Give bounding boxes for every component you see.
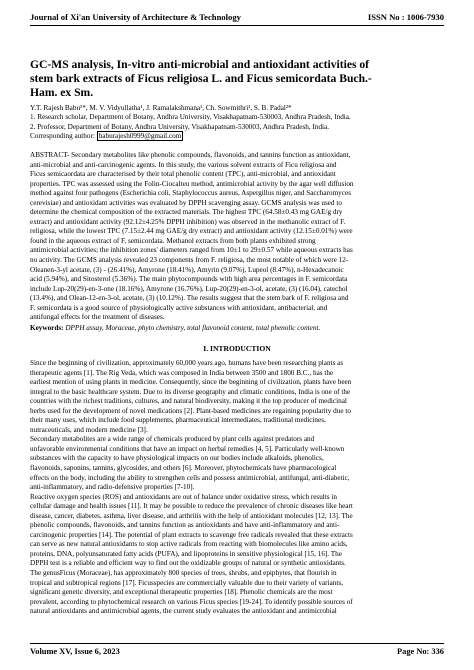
abstract-line: Ficus semicaordata are characterised by their total phenolic content (TPC), anti-microbial, and antioxidant xyxy=(30,170,336,179)
abstract-line: (13.4%), and Olean-12-en-3-ol, acetate, (3) (10.12%). The results suggest that the stem bark of F. religiosa and xyxy=(30,294,349,303)
keywords-label: Keywords: xyxy=(30,324,64,332)
intro-line: their many uses, which include food supplements, pharmaceutical intermediates, traditional medicines, xyxy=(30,416,326,425)
paper-page xyxy=(30,0,444,670)
intro-line: unfavorable environmental conditions that have an impact on herbal remedies [4, 5]. Particularly well-known xyxy=(30,444,345,453)
issn-number: ISSN No : 1006-7930 xyxy=(367,12,444,22)
corresponding-label: Corresponding author: xyxy=(30,132,95,141)
intro-line: countries with the richest traditions, cultures, and natural biodiversity, making it the top producer of medicinal xyxy=(30,397,347,406)
keywords-list: DPPH assay, Moraceae, phyto chemistry, total flavonoid content, total phenolic content. xyxy=(65,324,321,332)
running-header xyxy=(30,12,444,23)
intro-line: The genusFicus (Moraceae), has approximately 800 species of trees, shrubs, and epiphytes, that flourish in xyxy=(30,569,337,578)
paper-title xyxy=(30,58,444,100)
volume-issue: Volume XV, Issue 6, 2023 xyxy=(30,647,120,656)
introduction-body xyxy=(30,359,444,617)
intro-line: Reactive oxygen species (ROS) and antioxidants are out of balance under oxidative stress, which results in xyxy=(30,492,337,501)
abstract-line: determine the chemical composition of the extracted materials. The highest TPC (64.58±0.43 mg GAE/g dry xyxy=(30,208,343,217)
author-block xyxy=(30,104,444,142)
intro-line: effects on the body, including the ability to strengthen cells and possess antimicrobial, antifungal, anti-diabetic, xyxy=(30,473,350,482)
journal-name: Journal of Xi'an University of Architecture & Technology xyxy=(30,12,241,22)
running-footer xyxy=(30,647,444,658)
intro-line: Since the beginning of civilization, approximately 60,000 years ago, humans have been researching plants as xyxy=(30,359,344,367)
abstract-line: include Lup-20(29)-en-3-one (18.16%), Amyrone (16.76%), Lup-20(29)-en-3-ol, acetate, (3) (16.04), catechol xyxy=(30,284,348,293)
title-line: Ham. ex Sm. xyxy=(30,86,94,99)
page-number: Page No: 336 xyxy=(397,647,444,656)
corresponding-author xyxy=(30,132,444,141)
intro-line: proteins, DNA, polyunsaturated fatty acids (PUFA), and lipoproteins in sensitive physiological [15, 16]. The xyxy=(30,549,342,558)
abstract-line: method against four pathogens (Escherichia coli, Staphylococcus aureus, Aspergillus niger, and Saccharomyces xyxy=(30,189,351,198)
intro-line: substances with the capacity to have physiological impacts on our bodies include alkaloids, phenolics, xyxy=(30,454,324,463)
abstract-line: extract) and antioxidant activity (92.12±4.25% DPPH inhibition) was observed in the methanolic extract of F. xyxy=(30,217,346,226)
intro-line: natural antioxidants and antimicrobial agents, the current study evaluates the antioxidant and antimicrobial xyxy=(30,607,337,616)
section-heading: I. INTRODUCTION xyxy=(203,344,271,353)
abstract-line: religiosa, while the lowest TPC (7.15±2.44 mg GAE/g dry extract) and antioxidant activity (12.15±0.01%) were xyxy=(30,227,353,236)
intro-line: can serve as new natural antioxidants to stop active radicals from reacting with biomolecules like amino acids, xyxy=(30,540,348,549)
abstract-line: antimicrobial activities; the inhibition zones' diameters ranged from 10±1 to 29±0.57 while aqueous extracts has xyxy=(30,246,353,255)
author-list: Y.T. Rajesh Babu¹*, M. V. Vidyullatha¹, J. Ramalakshmana¹, Ch. Sowmithri¹, S. B. Padal²* xyxy=(30,104,292,112)
abstract xyxy=(30,151,444,323)
abstract-line: Oleanen-3-yl acetate, (3) - (26.41%), Amyrone (18.41%), Amyrin (9.07%), Lupeol (8.47%), n-Hexadecanoic xyxy=(30,265,344,274)
keywords xyxy=(30,324,444,332)
abstract-line: F. semicordata is a good source of physiologically active substances with antioxidant, antibacterial, and xyxy=(30,303,328,312)
intro-line: disease, cancer, diabetes, asthma, liver disease, and arthritis with the help of antioxidant molecules [12, 13]. The xyxy=(30,511,353,520)
footer-rule xyxy=(30,643,444,644)
intro-line: cellular damage and health issues [11]. It may be possible to reduce the prevalence of chronic diseases like heart xyxy=(30,502,353,511)
abstract-line: antifungal effects for the treatment of diseases. xyxy=(30,313,165,322)
title-line: GC-MS analysis, In-vitro anti-microbial and antioxidant activities of xyxy=(30,58,370,71)
title-line: stem bark extracts of Ficus religiosa L. and Ficus semicordata Buch.- xyxy=(30,72,372,85)
abstract-line: properties. TPC was assessed using the Folin-Ciocalteu method, antimicrobial activity by the agar well diffusion xyxy=(30,179,354,188)
intro-line: integral to the basic healthcare system. Due to its diverse geography and climatic conditions, India is one of the xyxy=(30,387,351,396)
intro-line: Secondary metabolites are a wide range of chemicals produced by plant cells against predators and xyxy=(30,435,315,444)
header-rule xyxy=(30,25,444,26)
abstract-line: acid (5.94%), and Sitosterol (5.36%). The main phytocompounds with high area percentages in F. semicordata xyxy=(30,275,348,284)
affiliation: 2. Professor, Department of Botany, Andhra University, Visakhapatnam-530003, Andhra Pradesh, India. xyxy=(30,122,330,131)
abstract-line: cerevisiae) and antioxidant activities was evaluated by DPPH scavenging assay. GCMS analysis was used to xyxy=(30,198,342,207)
intro-line: DPPH test is a reliable and efficient way to find out the oxidizable groups of natural or synthetic antioxidants. xyxy=(30,559,346,568)
abstract-line: anti-microbial and anti-carcinogenic agents. In this study, the various solvent extracts of Ficu religiosa and xyxy=(30,160,337,169)
intro-line: significant genetic diversity, and exceptional therapeutic properties [18]. Phenolic chemicals are the most xyxy=(30,588,333,597)
intro-line: tropical and subtropical regions [17]. Ficusspecies are commercially valuable due to their variety of variants, xyxy=(30,578,343,587)
intro-line: anti-inflammatory, and radio-defensive properties [7-10]. xyxy=(30,483,195,492)
abstract-line: no activity. The GCMS analysis revealed 23 components from F. religiosa, the most notable of which were 12- xyxy=(30,256,349,265)
intro-line: carcinogenic properties [14]. The potential of plant extracts to scavenge free radicals revealed that these extracts xyxy=(30,530,353,539)
corresponding-email-link[interactable]: baburajesh0999@gmail.com xyxy=(98,132,182,141)
affiliation: 1. Research scholar, Department of Botany, Andhra University, Visakhapatnam-530003, Andhra Pradesh, India. xyxy=(30,113,351,122)
intro-line: flavonoids, saponins, tannins, glycosides, and others [6]. Moreover, phytochemicals have pharmacological xyxy=(30,464,337,473)
intro-line: nutraceuticals, and modern medicine [3]. xyxy=(30,425,148,434)
intro-line: prevalent, according to phytochemical research on various Ficus species [19-24]. To identify possible sources of xyxy=(30,597,353,606)
intro-line: phenolic compounds, flavonoids, and tannins function as antioxidants and have anti-inflammatory and anti- xyxy=(30,521,340,530)
abstract-line: ABSTRACT- Secondary metabolites like phenolic compounds, flavonoids, and tannins function as antioxidant, xyxy=(30,151,351,159)
abstract-line: found in the aqueous extract of F. semicordata. Methanol extracts from both plants exhibited strong xyxy=(30,236,316,245)
intro-line: earliest mention of using plants in medicine. Consequently, since the beginning of civilization, plants have been xyxy=(30,378,352,387)
intro-line: herbs used for the development of novel medications [2]. Plant-based medicines are regaining popularity due to xyxy=(30,406,351,415)
intro-line: therapeutic agents [1]. The Rig Veda, which was composed in India between 3500 and 1800 B.C., has the xyxy=(30,368,334,377)
